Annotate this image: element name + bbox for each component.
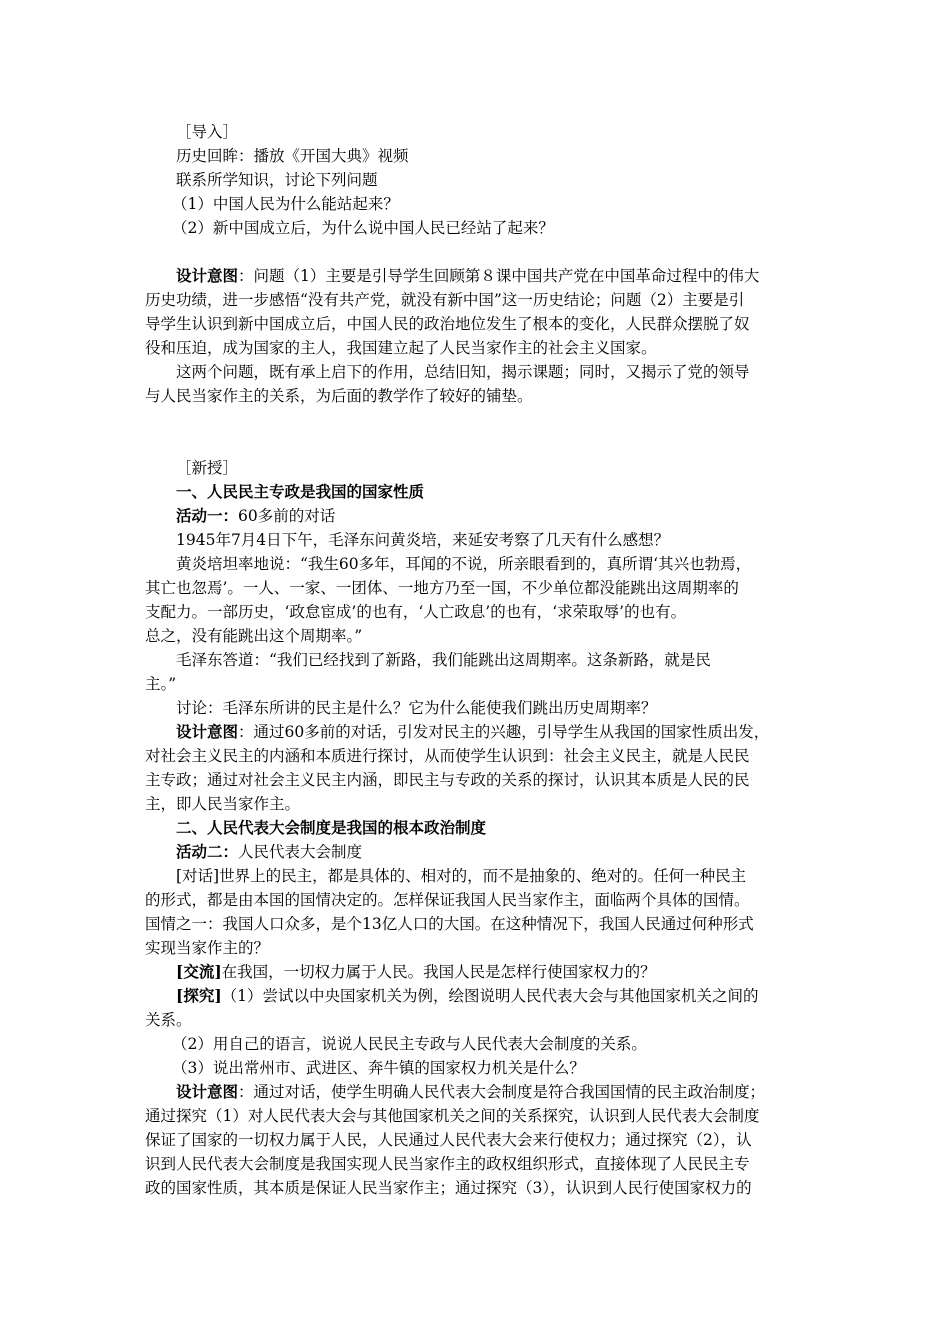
paragraph-line: 这两个问题，既有承上启下的作用，总结旧知，揭示课题；同时，又揭示了党的领导 — [176, 363, 750, 381]
explore-line: [探究]（1）尝试以中央国家机关为例，绘图说明人民代表大会与其他国家机关之间的 — [176, 986, 759, 1005]
spacer — [145, 240, 809, 264]
activity-title: 60多前的对话 — [238, 507, 336, 525]
new-lesson-heading: ［新授］ — [176, 459, 239, 477]
talk-line: 国情之一：我国人口众多，是个13亿人口的大国。在这种情况下，我国人民通过何种形式 — [145, 915, 754, 933]
design-intent-label: 设计意图 — [176, 1082, 239, 1101]
paragraph-line: 对社会主义民主的内涵和本质进行探讨，从而使学生认识到：社会主义民主，就是人民民 — [145, 747, 750, 765]
explore-question: （2）用自己的语言，说说人民民主专政与人民代表大会制度的关系。 — [172, 1035, 647, 1053]
paragraph-line: 主专政；通过对社会主义民主内涵，即民主与专政的关系的探讨，认识其本质是人民的民 — [145, 771, 750, 789]
intro-question: （1）中国人民为什么能站起来？ — [172, 195, 399, 213]
spacer — [145, 408, 809, 432]
intro-question: （2）新中国成立后，为什么说中国人民已经站了起来？ — [172, 219, 554, 237]
intro-heading: ［导入］ — [176, 123, 239, 141]
activity-title: 人民代表大会制度 — [238, 843, 363, 861]
dialog-line: 主。” — [145, 675, 177, 693]
dialog-line: 1945年7月4日下午，毛泽东问黄炎培，来延安考察了几天有什么感想？ — [176, 531, 670, 549]
exchange-label: [交流] — [176, 962, 222, 981]
discussion-line: 讨论：毛泽东所讲的民主是什么？它为什么能使我们跳出历史周期率？ — [176, 699, 657, 717]
dialog-line: 总之，没有能跳出这个周期率。” — [145, 627, 363, 645]
explore-line: 关系。 — [145, 1011, 192, 1029]
design-intent-paragraph: 设计意图：通过60多前的对话，引发对民主的兴趣，引导学生从我国的国家性质出发， — [176, 722, 770, 741]
paragraph-line: 历史功绩，进一步感悟“没有共产党，就没有新中国”这一历史结论；问题（2）主要是引 — [145, 291, 745, 309]
activity-label: 活动二： — [176, 842, 239, 861]
section-heading-1: 一、人民民主专政是我国的国家性质 — [176, 482, 425, 501]
activity-label: 活动一： — [176, 506, 239, 525]
paragraph-line: 识到人民代表大会制度是我国实现人民当家作主的政权组织形式，直接体现了人民民主专 — [145, 1155, 750, 1173]
paragraph-line: 通过探究（1）对人民代表大会与其他国家机关之间的关系探究，认识到人民代表大会制度 — [145, 1107, 760, 1125]
dialog-line: 支配力。一部历史，‘政怠宦成’的也有，‘人亡政息’的也有，‘求荣取辱’的也有。 — [145, 603, 687, 621]
design-intent-paragraph: 设计意图：通过对话，使学生明确人民代表大会制度是符合我国国情的民主政治制度； — [176, 1082, 766, 1101]
paragraph-line: 与人民当家作主的关系，为后面的教学作了较好的铺垫。 — [145, 387, 533, 405]
paragraph-line: 主，即人民当家作主。 — [145, 795, 301, 813]
design-intent-label: 设计意图 — [176, 266, 239, 285]
paragraph-line: 政的国家性质，其本质是保证人民当家作主；通过探究（3），认识到人民行使国家权力的 — [145, 1179, 752, 1197]
paragraph-line: 导学生认识到新中国成立后，中国人民的政治地位发生了根本的变化，人民群众摆脱了奴 — [145, 315, 750, 333]
explore-label: [探究] — [176, 986, 222, 1005]
intro-line: 历史回眸：播放《开国大典》视频 — [176, 147, 409, 165]
talk-line: 实现当家作主的？ — [145, 939, 270, 957]
explore-question: （3）说出常州市、武进区、奔牛镇的国家权力机关是什么？ — [172, 1059, 585, 1077]
document-body — [145, 120, 809, 1200]
talk-line: [对话]世界上的民主，都是具体的、相对的，而不是抽象的、绝对的。任何一种民主 — [176, 867, 747, 885]
design-intent-label: 设计意图 — [176, 722, 239, 741]
section-heading-2: 二、人民代表大会制度是我国的根本政治制度 — [176, 818, 487, 837]
paragraph-line: 役和压迫，成为国家的主人，我国建立起了人民当家作主的社会主义国家。 — [145, 339, 657, 357]
dialog-line: 黄炎培坦率地说：“我生60多年，耳闻的不说，所亲眼看到的，真所谓‘其兴也勃焉， — [176, 555, 752, 573]
talk-line: 的形式，都是由本国的国情决定的。怎样保证我国人民当家作主，面临两个具体的国情。 — [145, 891, 750, 909]
activity-2 — [145, 840, 809, 864]
activity-1 — [145, 504, 809, 528]
paragraph-line: 保证了国家的一切权力属于人民，人民通过人民代表大会来行使权力；通过探究（2），认 — [145, 1131, 752, 1149]
dialog-line: 其亡也忽焉’。一人、一家、一团体、一地方乃至一国，不少单位都没能跳出这周期率的 — [145, 579, 739, 597]
design-intent-paragraph: 设计意图：问题（1）主要是引导学生回顾第８课中国共产党在中国革命过程中的伟大 — [176, 266, 760, 285]
exchange-line: [交流]在我国，一切权力属于人民。我国人民是怎样行使国家权力的？ — [176, 962, 656, 981]
spacer — [145, 432, 809, 456]
intro-line: 联系所学知识，讨论下列问题 — [176, 171, 378, 189]
dialog-line: 毛泽东答道：“我们已经找到了新路，我们能跳出这周期率。这条新路，就是民 — [176, 651, 711, 669]
